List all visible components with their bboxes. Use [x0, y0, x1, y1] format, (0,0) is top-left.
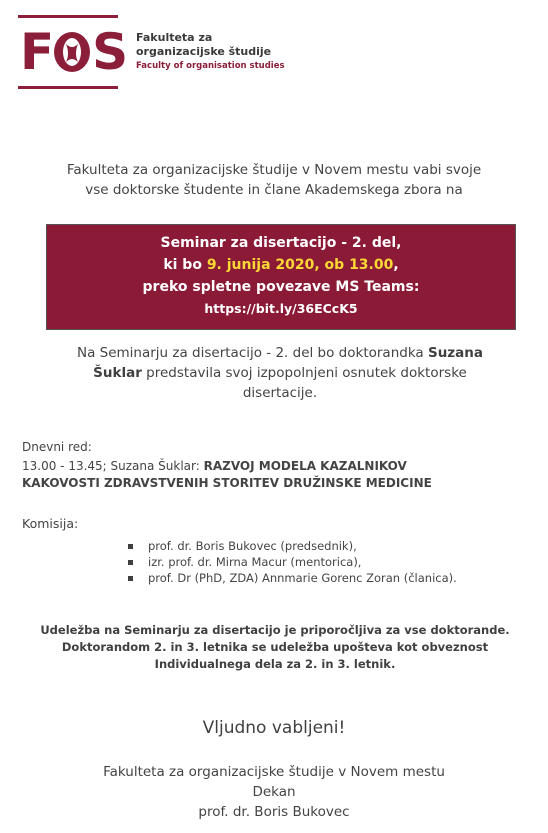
event-date-prefix: ki bo — [163, 257, 207, 273]
note-line2: Doktorandom 2. in 3. letnika se udeležba upošteva kot obveznost — [61, 640, 489, 654]
logo-top-rule — [18, 15, 118, 18]
event-date-suffix: , — [393, 257, 399, 273]
org-name — [136, 31, 285, 73]
intro-text — [20, 160, 528, 200]
lead-paragraph — [30, 343, 530, 403]
committee-label: Komisija: — [22, 516, 79, 531]
bullet-icon — [128, 576, 133, 581]
signature-block — [0, 762, 548, 822]
committee-member-text: prof. dr. Boris Bukovec (predsednik), — [148, 539, 357, 553]
bullet-icon — [128, 544, 133, 549]
signature-org: Fakulteta za organizacijske študije v Novem mestu — [103, 764, 445, 780]
org-name-english: Faculty of organisation studies — [136, 61, 285, 71]
committee-member-text: izr. prof. dr. Mirna Macur (mentorica), — [148, 555, 362, 569]
agenda-time-speaker: 13.00 - 13.45; Suzana Šuklar: — [22, 459, 204, 473]
logo-seal-icon — [52, 27, 92, 71]
signature-name: prof. dr. Boris Bukovec — [198, 804, 350, 820]
agenda-topic-part1: RAZVOJ MODELA KAZALNIKOV — [203, 459, 407, 473]
note-line1: Udeležba na Seminarju za disertacijo je priporočljiva za vse doktorande. — [40, 623, 510, 637]
committee-member — [128, 570, 457, 586]
lead-part3: disertacije. — [242, 385, 318, 401]
event-link[interactable]: https://bit.ly/36ECcK5 — [204, 301, 358, 316]
event-highlight-box — [46, 224, 516, 330]
greeting: Vljudno vabljeni! — [202, 718, 346, 738]
committee-list — [128, 538, 457, 586]
committee-member-text: prof. Dr (PhD, ZDA) Annmarie Gorenc Zoran (članica). — [148, 571, 457, 585]
event-date: 9. junija 2020, ob 13.00 — [206, 257, 394, 273]
agenda-label: Dnevni red: — [22, 440, 92, 454]
intro-line1: Fakulteta za organizacijske študije v Novem mestu vabi svoje — [66, 162, 482, 178]
committee-member — [128, 538, 457, 554]
attendance-note — [20, 622, 530, 673]
agenda-topic-part2: KAKOVOSTI ZDRAVSTVENIH STORITEV DRUŽINSKE MEDICINE — [22, 476, 432, 490]
signature-role: Dekan — [252, 784, 296, 800]
lead-part1: Na Seminarju za disertacijo - 2. del bo doktorandka — [76, 345, 428, 361]
lead-name-first: Suzana — [427, 345, 483, 361]
agenda-item — [22, 458, 532, 492]
event-via: preko spletne povezave MS Teams: — [142, 279, 420, 295]
event-date-line — [47, 254, 515, 276]
lead-name-last: Šuklar — [93, 365, 142, 381]
intro-line2: vse doktorske študente in člane Akademskega zbora na — [85, 182, 463, 198]
org-name-line1: Fakulteta za — [136, 31, 213, 44]
logo-bottom-rule — [18, 86, 118, 89]
event-title: Seminar za disertacijo - 2. del, — [160, 235, 402, 251]
fos-logo — [20, 22, 126, 82]
logo-letter-f: F — [20, 23, 53, 81]
org-name-line2: organizacijske študije — [136, 45, 272, 58]
note-line3: Individualnega dela za 2. in 3. letnik. — [154, 657, 396, 671]
lead-part2: predstavila svoj izpopolnjeni osnutek doktorske — [141, 365, 467, 381]
bullet-icon — [128, 560, 133, 565]
logo-letter-s: S — [92, 23, 127, 81]
committee-member — [128, 554, 457, 570]
